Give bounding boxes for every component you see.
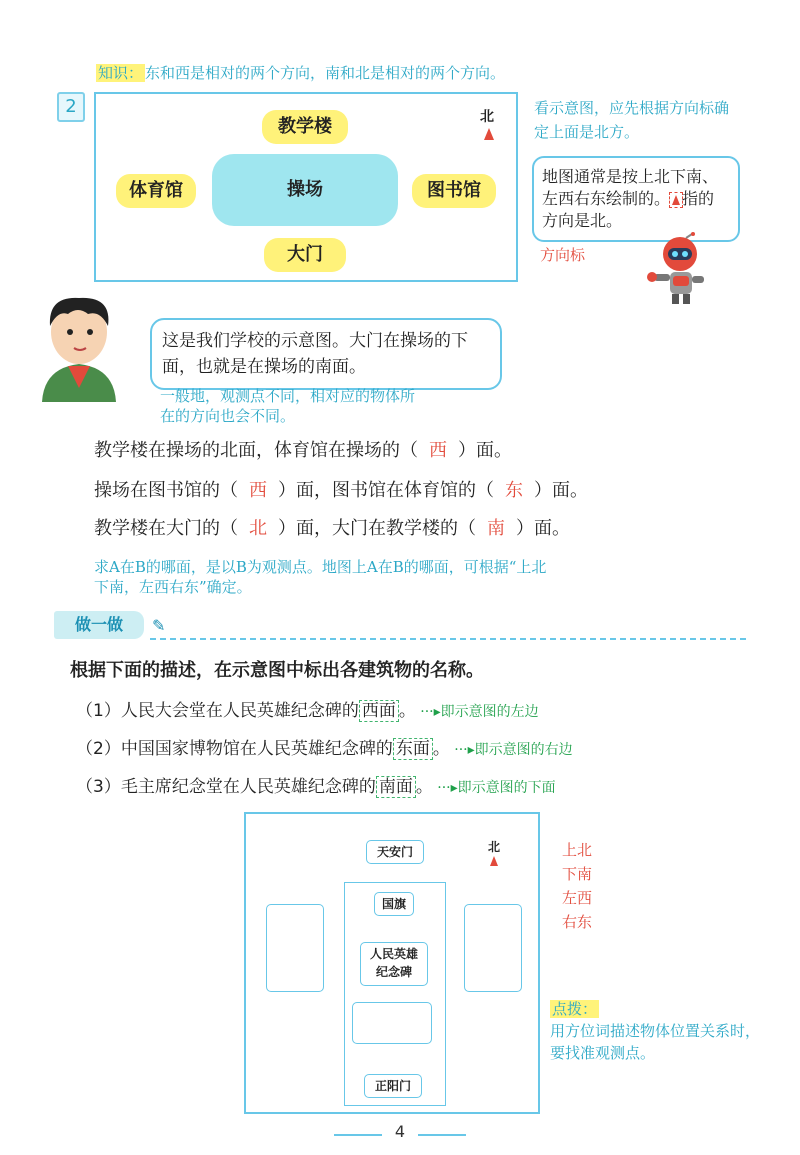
task-3-tip: ···▸即示意图的下面: [432, 780, 556, 796]
answer-1: 西: [429, 440, 447, 461]
task-1-tip-text: 即示意图的左边: [440, 704, 539, 720]
library: 图书馆: [412, 174, 496, 208]
task-2-end: 。: [432, 739, 450, 759]
knowledge-note: [96, 62, 505, 83]
dir-right-east: 右东: [562, 913, 593, 931]
sentence-3-mid: ）面，大门在教学楼的（: [278, 518, 476, 539]
instruction: 根据下面的描述，在示意图中标出各建筑物的名称。: [70, 660, 484, 681]
north-label: 北: [480, 109, 494, 125]
task-1-tip: ···▸即示意图的左边: [415, 704, 539, 720]
side-note: 看示意图，应先根据方向标确定上面是北方。: [534, 99, 730, 141]
south-building-blank[interactable]: [352, 1002, 432, 1044]
section-divider: [150, 638, 746, 640]
answer-3a: 北: [249, 518, 267, 539]
direction-rule: [562, 838, 592, 934]
dir-up-north: 上北: [562, 841, 593, 859]
gym: 体育馆: [116, 174, 196, 208]
robot-icon: [640, 232, 712, 306]
student-speech-bubble: 这是我们学校的示意图。大门在操场的下面，也就是在操场的南面。: [150, 318, 502, 390]
task-item-2: [76, 734, 573, 759]
answer-3b: 南: [487, 518, 505, 539]
sentence-2-mid: ）面，图书馆在体育馆的（: [278, 480, 494, 501]
task-3-text: 毛主席纪念堂在人民英雄纪念碑的: [120, 777, 376, 797]
dir-left-west: 左西: [562, 889, 593, 907]
task-item-1: [76, 696, 539, 721]
answer-2a: 西: [249, 480, 267, 501]
task-1-num: （1）: [76, 701, 121, 721]
page-number-rule-right: [418, 1134, 466, 1136]
dir-down-south: 下南: [562, 865, 593, 883]
observation-note: 一般地，观测点不同，相对应的物体所在的方向也会不同。: [160, 387, 416, 425]
north-arrow-icon: [484, 128, 494, 140]
task-2-tip-text: 即示意图的右边: [474, 742, 573, 758]
teaching-building: 教学楼: [262, 110, 348, 144]
sentence-1: [94, 436, 512, 462]
sentence-3-pre: 教学楼在大门的（: [94, 518, 238, 539]
monument-line2: 纪念碑: [375, 965, 412, 979]
tip-text: 用方位词描述物体位置关系时，要找准观测点。: [550, 1022, 761, 1062]
task-2-text: 中国国家博物馆在人民英雄纪念碑的: [120, 739, 393, 759]
pencil-icon: ✎: [152, 616, 166, 635]
school-map: [94, 92, 518, 282]
problem-number: 2: [57, 92, 85, 122]
sentence-2-post: ）面。: [534, 480, 588, 501]
task-1-end: 。: [398, 701, 416, 721]
answer-2b: 东: [505, 480, 523, 501]
task-1-text: 人民大会堂在人民英雄纪念碑的: [120, 701, 359, 721]
sentence-3: [94, 514, 570, 540]
compass-icon: [672, 195, 680, 205]
map2-north-label: 北: [488, 840, 501, 854]
sentence-3-post: ）面。: [516, 518, 570, 539]
doit-tab: 做一做: [54, 611, 144, 639]
east-building-blank[interactable]: [464, 904, 522, 992]
task-3-direction: 南面: [376, 776, 416, 798]
map2-north-arrow-icon: [490, 856, 498, 866]
page-number: 4: [394, 1122, 406, 1141]
tip-note: [550, 998, 760, 1064]
sentence-1-pre: 教学楼在操场的北面，体育馆在操场的（: [94, 440, 418, 461]
tiananmen-map: [244, 812, 540, 1114]
task-2-num: （2）: [76, 739, 121, 759]
robot-bubble-text1: 地图通常是按上北下南、左西右东绘制的。: [542, 167, 719, 208]
task-3-end: 。: [415, 777, 433, 797]
playground: 操场: [212, 154, 398, 226]
gate: 大门: [264, 238, 346, 272]
tiananmen-label: 天安门: [366, 840, 424, 864]
task-3-num: （3）: [76, 777, 121, 797]
task-1-direction: 西面: [359, 700, 399, 722]
knowledge-label: 知识：: [98, 64, 144, 82]
knowledge-text: 东和西是相对的两个方向，南和北是相对的两个方向。: [145, 64, 506, 82]
sentence-2: [94, 476, 588, 502]
sentence-1-post: ）面。: [458, 440, 512, 461]
west-building-blank[interactable]: [266, 904, 324, 992]
task-2-direction: 东面: [393, 738, 433, 760]
compass-label: 方向标: [540, 246, 586, 264]
sentence-2-pre: 操场在图书馆的（: [94, 480, 238, 501]
student-avatar: [34, 292, 124, 402]
task-3-tip-text: 即示意图的下面: [457, 780, 556, 796]
robot-bubble-text2: 指的方向是北。: [542, 189, 715, 230]
task-2-tip: ···▸即示意图的右边: [449, 742, 573, 758]
flag-label: 国旗: [374, 892, 414, 916]
monument-line1: 人民英雄: [369, 947, 418, 961]
robot-speech-bubble: [532, 156, 740, 242]
task-item-3: [76, 772, 556, 797]
monument-label: [360, 942, 428, 986]
tip-label: 点拨：: [552, 1000, 598, 1018]
zhengyangmen-label: 正阳门: [364, 1074, 422, 1098]
observation-point-note: 求A在B的哪面，是以B为观测点。地图上A在B的哪面，可根据“上北下南，左西右东”确定。: [94, 558, 547, 596]
